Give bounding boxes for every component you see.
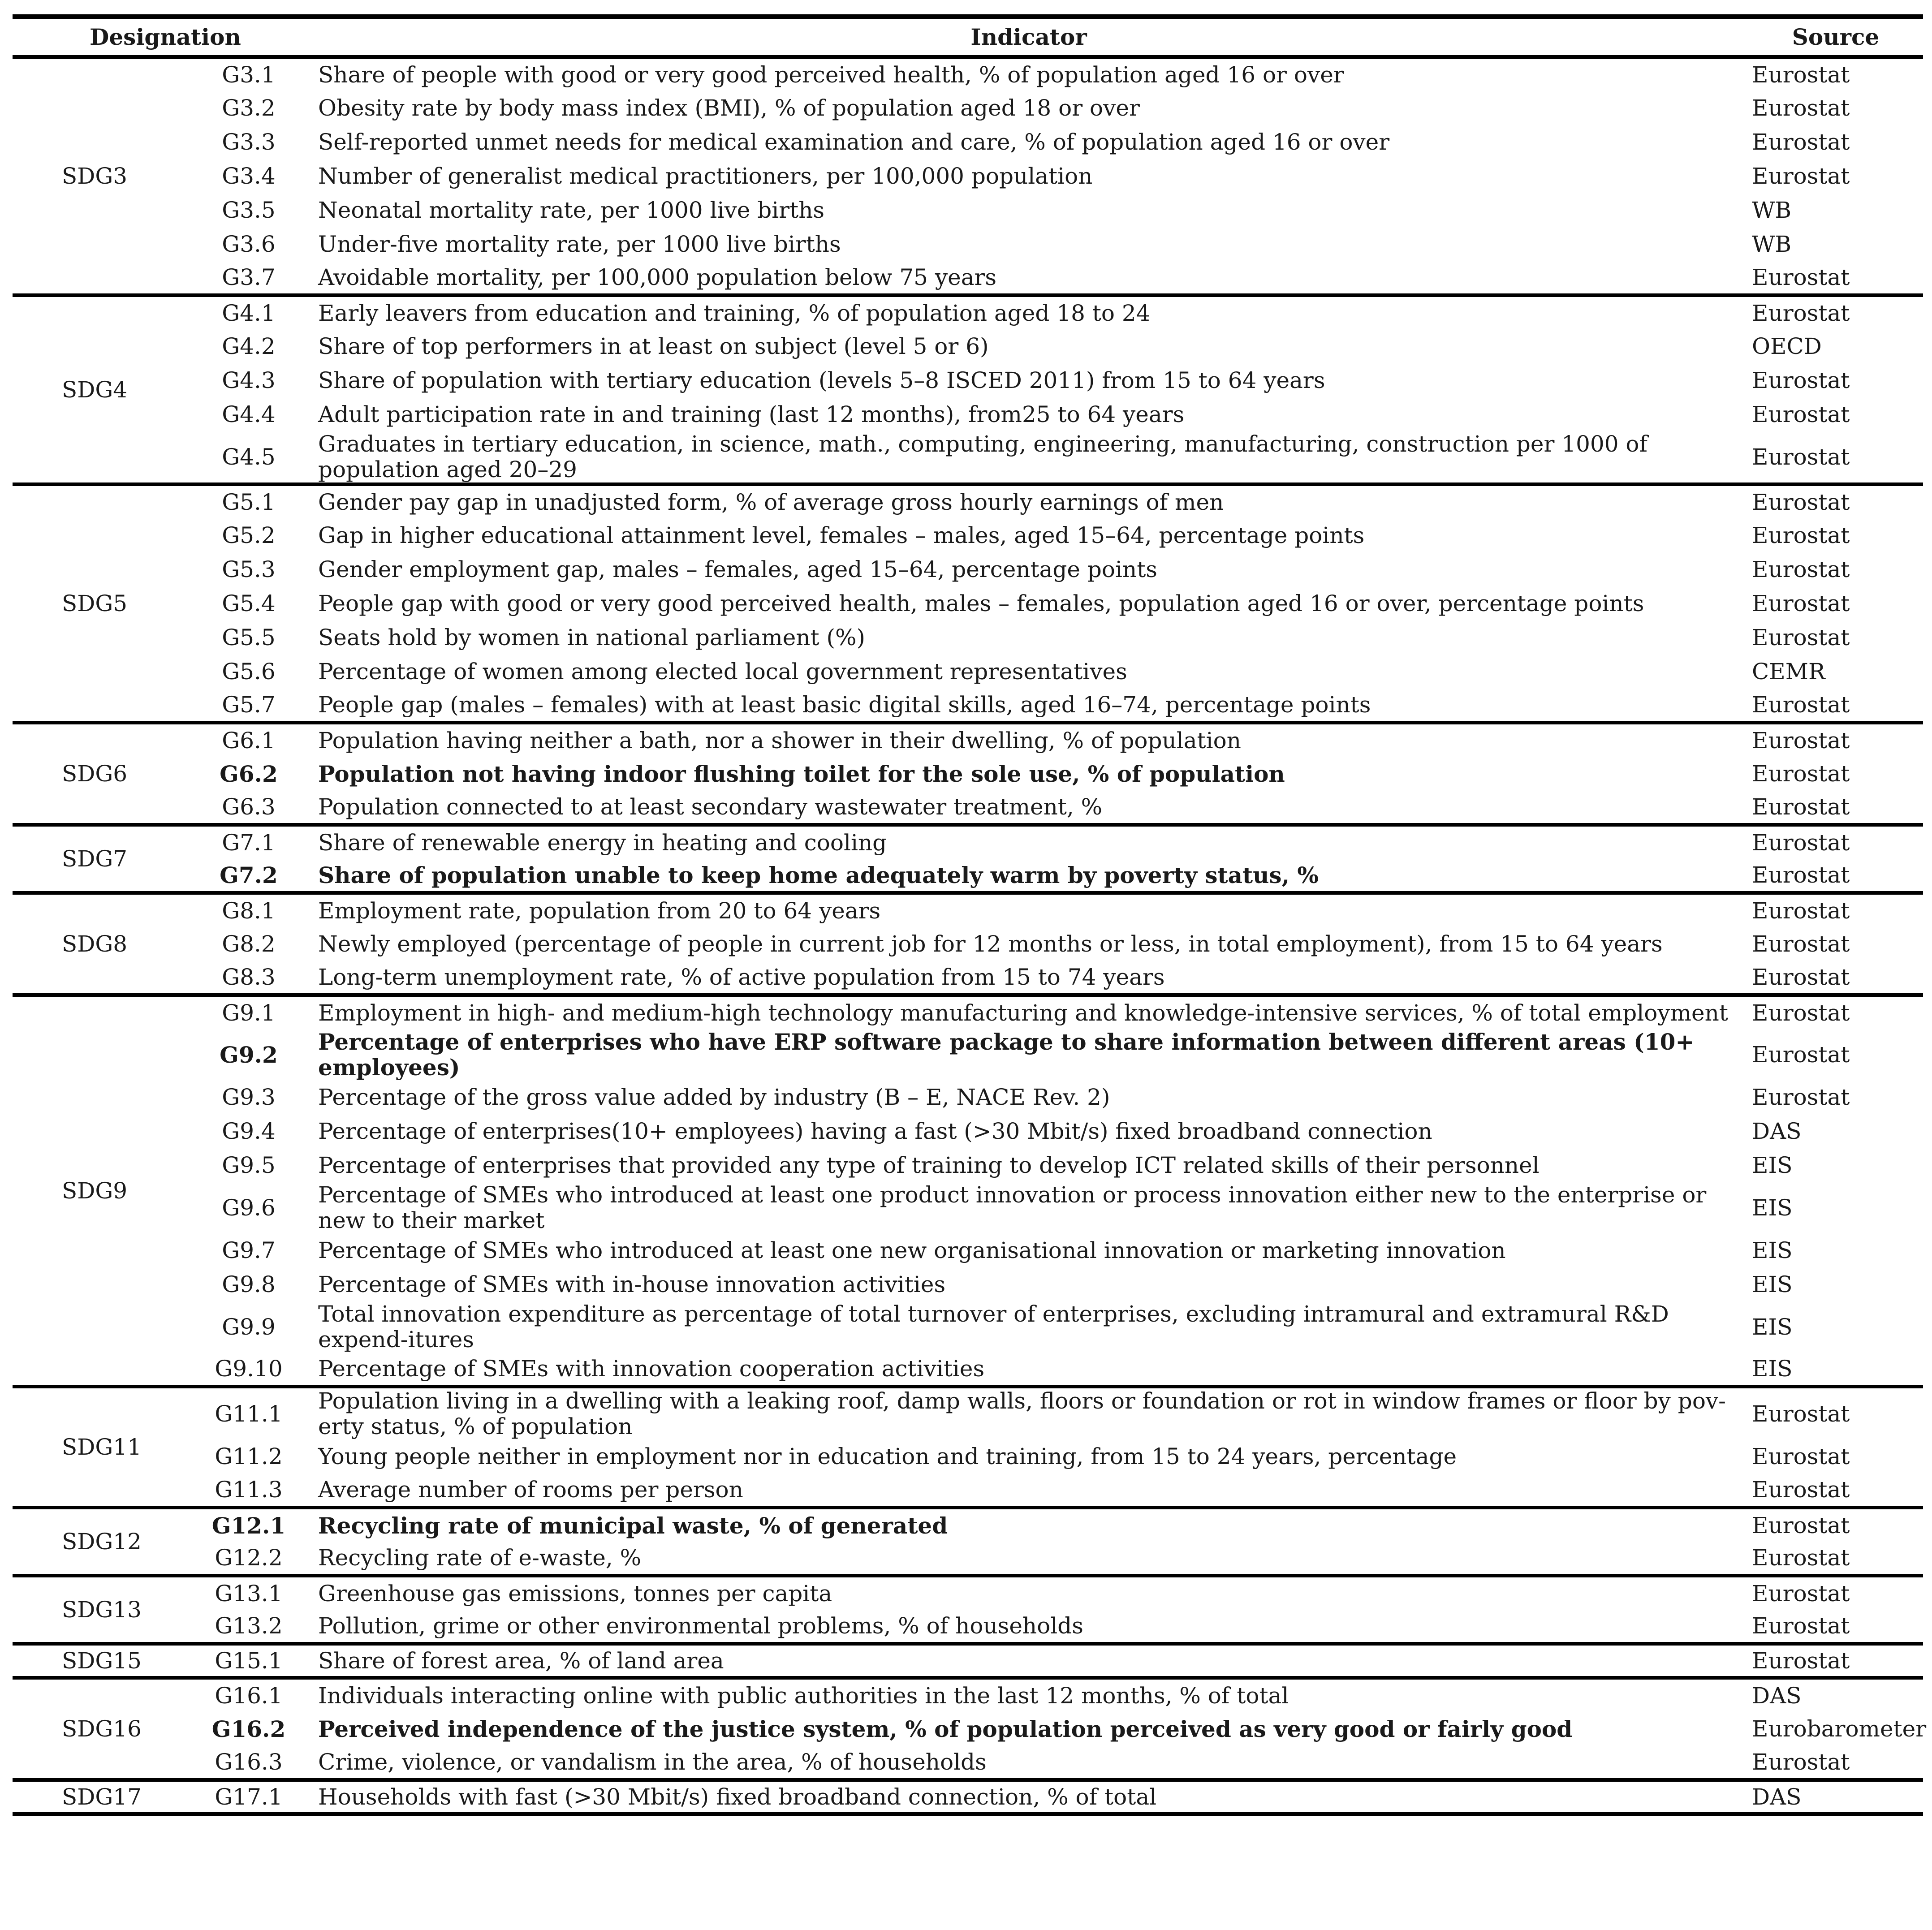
indicator-description-cell: Perceived independence of the justice system, % of population perceived as very good or fairly good <box>318 1715 1573 1742</box>
source-cell: Eurostat <box>1752 1084 1850 1110</box>
table-row <box>13 1267 1923 1301</box>
table-row <box>13 1182 1923 1233</box>
indicator-description-cell: People gap (males – females) with at least basic digital skills, aged 16–74, percentage points <box>318 691 1371 718</box>
source-cell: Eurostat <box>1748 1644 1923 1678</box>
indicator-code-cell: G4.5 <box>222 444 276 470</box>
indicator-code-cell: G11.2 <box>215 1443 283 1469</box>
indicator-description-cell: Population having neither a bath, nor a shower in their dwelling, % of population <box>309 723 1748 757</box>
indicator-code-cell: G3.6 <box>222 231 276 257</box>
designation-group-cell: SDG8 <box>13 893 188 995</box>
source-cell: Eurobarometer <box>1752 1715 1927 1742</box>
indicator-description-cell: Young people neither in employment nor in education and training, from 15 to 24 years, percentage <box>318 1443 1457 1469</box>
table-row <box>13 1542 1923 1576</box>
indicator-description-cell: Graduates in tertiary education, in science, math., computing, engineering, manufacturing, construction per 1000 of population aged 20–29 <box>318 431 1648 482</box>
table-row <box>13 193 1923 227</box>
indicator-code-cell: G5.3 <box>222 556 276 582</box>
table-row <box>13 655 1923 689</box>
designation-group-cell: SDG9 <box>13 995 188 1387</box>
source-cell: Eurostat <box>1752 964 1850 990</box>
header-row <box>13 17 1923 57</box>
table-row <box>13 1148 1923 1182</box>
source-cell: Eurostat <box>1752 624 1850 651</box>
source-cell: Eurostat <box>1752 129 1850 155</box>
table-row <box>13 91 1923 125</box>
source-cell: Eurostat <box>1752 1041 1850 1068</box>
indicator-code-cell: G5.1 <box>188 484 309 518</box>
source-cell: Eurostat <box>1752 1749 1850 1775</box>
table-row <box>13 620 1923 655</box>
table-row <box>13 1233 1923 1267</box>
indicator-description-cell: Self-reported unmet needs for medical examination and care, % of population aged 16 or over <box>318 129 1390 155</box>
indicator-code-cell: G5.4 <box>222 590 276 616</box>
designation-group-cell: SDG3 <box>13 57 188 295</box>
source-cell: Eurostat <box>1748 1508 1923 1542</box>
indicator-description-cell: Employment rate, population from 20 to 64 years <box>309 893 1748 927</box>
indicator-code-cell: G9.7 <box>222 1237 276 1263</box>
indicator-description-cell: Share of population unable to keep home adequately warm by poverty status, % <box>318 862 1319 888</box>
indicator-description-cell: Population not having indoor flushing toilet for the sole use, % of population <box>318 760 1285 787</box>
table-row <box>13 1678 1923 1712</box>
source-cell: Eurostat <box>1748 295 1923 329</box>
table-row <box>13 961 1923 995</box>
table-row <box>13 1353 1923 1387</box>
indicator-code-cell: G16.1 <box>188 1678 309 1712</box>
indicator-description-cell: Pollution, grime or other environmental problems, % of households <box>318 1612 1083 1639</box>
table-row <box>13 995 1923 1029</box>
table-header <box>13 17 1923 57</box>
table-row <box>13 431 1923 484</box>
indicator-code-cell: G6.1 <box>188 723 309 757</box>
designation-group-cell: SDG12 <box>13 1508 188 1576</box>
indicator-description-cell: Share of forest area, % of land area <box>309 1644 1748 1678</box>
indicator-code-cell: G9.1 <box>188 995 309 1029</box>
indicator-description-cell: Recycling rate of e-waste, % <box>318 1544 642 1571</box>
table-row <box>13 329 1923 363</box>
indicator-description-cell: Percentage of SMEs with in-house innovation activities <box>318 1271 946 1297</box>
indicator-code-cell: G9.8 <box>222 1271 276 1297</box>
source-cell: DAS <box>1748 1780 1923 1814</box>
indicator-code-cell: G3.3 <box>222 129 276 155</box>
indicator-code-cell: G5.5 <box>222 624 276 651</box>
indicator-code-cell: G12.1 <box>188 1508 309 1542</box>
indicator-description-cell: Percentage of SMEs with innovation cooperation activities <box>318 1355 985 1382</box>
source-cell: Eurostat <box>1748 995 1923 1029</box>
table-row <box>13 825 1923 859</box>
source-cell: Eurostat <box>1748 1576 1923 1610</box>
indicator-code-cell: G17.1 <box>188 1780 309 1814</box>
indicator-code-cell: G9.5 <box>222 1152 276 1178</box>
indicator-code-cell: G9.4 <box>222 1118 276 1144</box>
indicator-description-cell: Newly employed (percentage of people in current job for 12 months or less, in total employment), from 15 to 64 years <box>318 931 1663 957</box>
source-cell: DAS <box>1752 1118 1802 1144</box>
designation-group-cell: SDG15 <box>13 1644 188 1678</box>
table-row <box>13 893 1923 927</box>
indicator-description-cell: Gap in higher educational attainment level, females – males, aged 15–64, percentage points <box>318 522 1365 548</box>
indicator-code-cell: G3.2 <box>222 95 276 121</box>
indicator-code-cell: G3.5 <box>222 197 276 223</box>
indicator-description-cell: Percentage of women among elected local government representatives <box>318 658 1127 685</box>
table-row <box>13 57 1923 91</box>
indicator-code-cell: G5.7 <box>222 691 276 718</box>
source-cell: Eurostat <box>1752 556 1850 582</box>
indicator-description-cell: Gender employment gap, males – females, aged 15–64, percentage points <box>318 556 1157 582</box>
indicator-code-cell: G16.3 <box>215 1749 283 1775</box>
indicator-header: Indicator <box>309 17 1748 57</box>
indicator-table-document <box>13 14 1927 1816</box>
indicator-description-cell: Employment in high- and medium-high technology manufacturing and knowledge-intensive services, % of total employment <box>309 995 1748 1029</box>
indicator-description-cell: Early leavers from education and training, % of population aged 18 to 24 <box>309 295 1748 329</box>
table-row <box>13 689 1923 723</box>
table-row <box>13 723 1923 757</box>
indicator-description-cell: Share of top performers in at least on subject (level 5 or 6) <box>318 333 989 359</box>
source-cell: Eurostat <box>1752 1476 1850 1503</box>
designation-group-cell: SDG5 <box>13 484 188 723</box>
indicator-description-cell: Average number of rooms per person <box>318 1476 743 1503</box>
indicator-code-cell: G9.6 <box>222 1194 276 1221</box>
indicator-description-cell: Avoidable mortality, per 100,000 population below 75 years <box>318 264 997 290</box>
table-row <box>13 125 1923 159</box>
indicator-description-cell: Under-five mortality rate, per 1000 live births <box>318 231 841 257</box>
indicator-code-cell: G11.3 <box>215 1476 283 1503</box>
source-cell: CEMR <box>1752 658 1825 685</box>
table-row <box>13 1508 1923 1542</box>
table-row <box>13 1029 1923 1080</box>
source-cell: Eurostat <box>1748 484 1923 518</box>
designation-group-cell: SDG11 <box>13 1387 188 1508</box>
indicator-description-cell: Percentage of the gross value added by industry (B – E, NACE Rev. 2) <box>318 1084 1110 1110</box>
table-row <box>13 484 1923 518</box>
source-cell: WB <box>1752 231 1792 257</box>
indicator-description-cell: Long-term unemployment rate, % of active population from 15 to 74 years <box>318 964 1165 990</box>
table-row <box>13 927 1923 961</box>
designation-group-cell: SDG16 <box>13 1678 188 1780</box>
designation-group-cell: SDG13 <box>13 1576 188 1644</box>
indicator-description-cell: Percentage of SMEs who introduced at least one new organisational innovation or marketing innovation <box>318 1237 1506 1263</box>
table-row <box>13 1610 1923 1644</box>
indicator-code-cell: G5.6 <box>222 658 276 685</box>
table-row <box>13 1473 1923 1508</box>
indicator-code-cell: G9.2 <box>220 1041 278 1068</box>
source-cell: Eurostat <box>1752 793 1850 820</box>
designation-group-cell: SDG7 <box>13 825 188 893</box>
source-cell: Eurostat <box>1752 522 1850 548</box>
source-header: Source <box>1748 17 1923 57</box>
indicator-description-cell: Share of renewable energy in heating and cooling <box>309 825 1748 859</box>
indicator-description-cell: Total innovation expenditure as percentage of total turnover of enterprises, excluding intramural and extramural R&D expend-itures <box>318 1301 1669 1353</box>
indicator-code-cell: G15.1 <box>188 1644 309 1678</box>
table-row <box>13 397 1923 431</box>
source-cell: Eurostat <box>1752 1443 1850 1469</box>
indicator-code-cell: G8.2 <box>222 931 276 957</box>
indicator-description-cell: Seats hold by women in national parliament (%) <box>318 624 866 651</box>
table-row <box>13 159 1923 193</box>
indicator-code-cell: G9.9 <box>222 1314 276 1340</box>
indicator-code-cell: G5.2 <box>222 522 276 548</box>
indicator-description-cell: Share of people with good or very good perceived health, % of population aged 16 or over <box>309 57 1748 91</box>
table-row <box>13 518 1923 552</box>
table-row <box>13 1301 1923 1353</box>
indicator-description-cell: Greenhouse gas emissions, tonnes per capita <box>309 1576 1748 1610</box>
source-cell: Eurostat <box>1748 825 1923 859</box>
source-cell: Eurostat <box>1752 931 1850 957</box>
source-cell: OECD <box>1752 333 1822 359</box>
indicator-code-cell: G12.2 <box>215 1544 283 1571</box>
source-cell: Eurostat <box>1752 367 1850 393</box>
source-cell: EIS <box>1752 1194 1793 1221</box>
indicator-description-cell: Percentage of enterprises(10+ employees) having a fast (>30 Mbit/s) fixed broadband connection <box>318 1118 1432 1144</box>
table-row <box>13 227 1923 261</box>
indicator-code-cell: G11.1 <box>188 1387 309 1439</box>
source-cell: EIS <box>1752 1355 1793 1382</box>
source-cell: Eurostat <box>1752 691 1850 718</box>
indicator-description-cell: Share of population with tertiary education (levels 5–8 ISCED 2011) from 15 to 64 years <box>318 367 1325 393</box>
indicator-code-cell: G7.2 <box>220 862 278 888</box>
indicator-code-cell: G4.4 <box>222 401 276 427</box>
indicator-code-cell: G13.1 <box>188 1576 309 1610</box>
table-row <box>13 295 1923 329</box>
indicator-code-cell: G3.4 <box>222 163 276 189</box>
source-cell: DAS <box>1748 1678 1923 1712</box>
indicator-code-cell: G9.3 <box>222 1084 276 1110</box>
source-cell: Eurostat <box>1752 590 1850 616</box>
indicator-table <box>13 14 1927 1816</box>
indicator-description-cell: Percentage of SMEs who introduced at least one product innovation or process innovation either new to the enterprise or new to their market <box>318 1182 1707 1233</box>
source-cell: EIS <box>1752 1314 1793 1340</box>
indicator-description-cell: Recycling rate of municipal waste, % of generated <box>309 1508 1748 1542</box>
table-row <box>13 1439 1923 1473</box>
indicator-code-cell: G9.10 <box>215 1355 283 1382</box>
source-cell: EIS <box>1752 1271 1793 1297</box>
table-row <box>13 1746 1923 1780</box>
source-cell: Eurostat <box>1752 264 1850 290</box>
indicator-description-cell: Population connected to at least secondary wastewater treatment, % <box>318 793 1103 820</box>
indicator-code-cell: G16.2 <box>211 1715 286 1742</box>
indicator-code-cell: G4.2 <box>222 333 276 359</box>
indicator-description-cell: Number of generalist medical practitioners, per 100,000 population <box>318 163 1093 189</box>
table-row <box>13 859 1923 893</box>
source-cell: Eurostat <box>1752 163 1850 189</box>
indicator-description-cell: Households with fast (>30 Mbit/s) fixed broadband connection, % of total <box>309 1780 1748 1814</box>
indicator-code-cell: G4.3 <box>222 367 276 393</box>
indicator-description-cell: Percentage of enterprises that provided any type of training to develop ICT related skills of their personnel <box>318 1152 1540 1178</box>
indicator-code-cell: G8.1 <box>188 893 309 927</box>
source-cell: Eurostat <box>1752 401 1850 427</box>
table-row <box>13 1576 1923 1610</box>
indicator-code-cell: G6.2 <box>220 760 278 787</box>
source-cell: EIS <box>1752 1237 1793 1263</box>
table-row <box>13 363 1923 397</box>
source-cell: Eurostat <box>1748 57 1923 91</box>
table-row <box>13 1712 1923 1746</box>
indicator-description-cell: Neonatal mortality rate, per 1000 live births <box>318 197 825 223</box>
indicator-description-cell: Adult participation rate in and training (last 12 months), from25 to 64 years <box>318 401 1185 427</box>
indicator-description-cell: Crime, violence, or vandalism in the area, % of households <box>318 1749 987 1775</box>
table-row <box>13 757 1923 791</box>
source-cell: Eurostat <box>1752 760 1850 787</box>
source-cell: Eurostat <box>1748 1387 1923 1439</box>
indicator-code-cell: G8.3 <box>222 964 276 990</box>
indicator-code-cell: G3.1 <box>188 57 309 91</box>
source-cell: Eurostat <box>1752 1612 1850 1639</box>
indicator-code-cell: G13.2 <box>215 1612 283 1639</box>
table-row <box>13 1780 1923 1814</box>
source-cell: Eurostat <box>1752 95 1850 121</box>
source-cell: WB <box>1752 197 1792 223</box>
table-row <box>13 1387 1923 1439</box>
indicator-description-cell: People gap with good or very good perceived health, males – females, population aged 16 or over, percentage points <box>318 590 1644 616</box>
table-row <box>13 1114 1923 1148</box>
indicator-description-cell: Individuals interacting online with public authorities in the last 12 months, % of total <box>309 1678 1748 1712</box>
indicator-code-cell: G3.7 <box>222 264 276 290</box>
indicator-description-cell: Population living in a dwelling with a leaking roof, damp walls, floors or foundation or rot in window frames or floor by pov-erty status, % of population <box>309 1387 1748 1439</box>
source-cell: Eurostat <box>1752 862 1850 888</box>
table-row <box>13 1644 1923 1678</box>
table-row <box>13 1080 1923 1114</box>
indicator-code-cell: G6.3 <box>222 793 276 820</box>
source-cell: Eurostat <box>1752 444 1850 470</box>
source-cell: Eurostat <box>1752 1544 1850 1571</box>
designation-group-cell: SDG4 <box>13 295 188 484</box>
table-body <box>13 57 1927 1814</box>
indicator-description-cell: Gender pay gap in unadjusted form, % of average gross hourly earnings of men <box>309 484 1748 518</box>
indicator-description-cell: Percentage of enterprises who have ERP software package to share information between different areas (10+ employees) <box>318 1029 1695 1081</box>
indicator-description-cell: Obesity rate by body mass index (BMI), % of population aged 18 or over <box>318 95 1140 121</box>
source-cell: EIS <box>1752 1152 1793 1178</box>
designation-group-cell: SDG17 <box>13 1780 188 1814</box>
table-row <box>13 586 1923 620</box>
designation-group-cell: SDG6 <box>13 723 188 825</box>
indicator-code-cell: G7.1 <box>188 825 309 859</box>
table-row <box>13 791 1923 825</box>
table-row <box>13 552 1923 586</box>
source-cell: Eurostat <box>1748 723 1923 757</box>
source-cell: Eurostat <box>1748 893 1923 927</box>
designation-header: Designation <box>13 17 309 57</box>
table-row <box>13 261 1923 295</box>
indicator-code-cell: G4.1 <box>188 295 309 329</box>
